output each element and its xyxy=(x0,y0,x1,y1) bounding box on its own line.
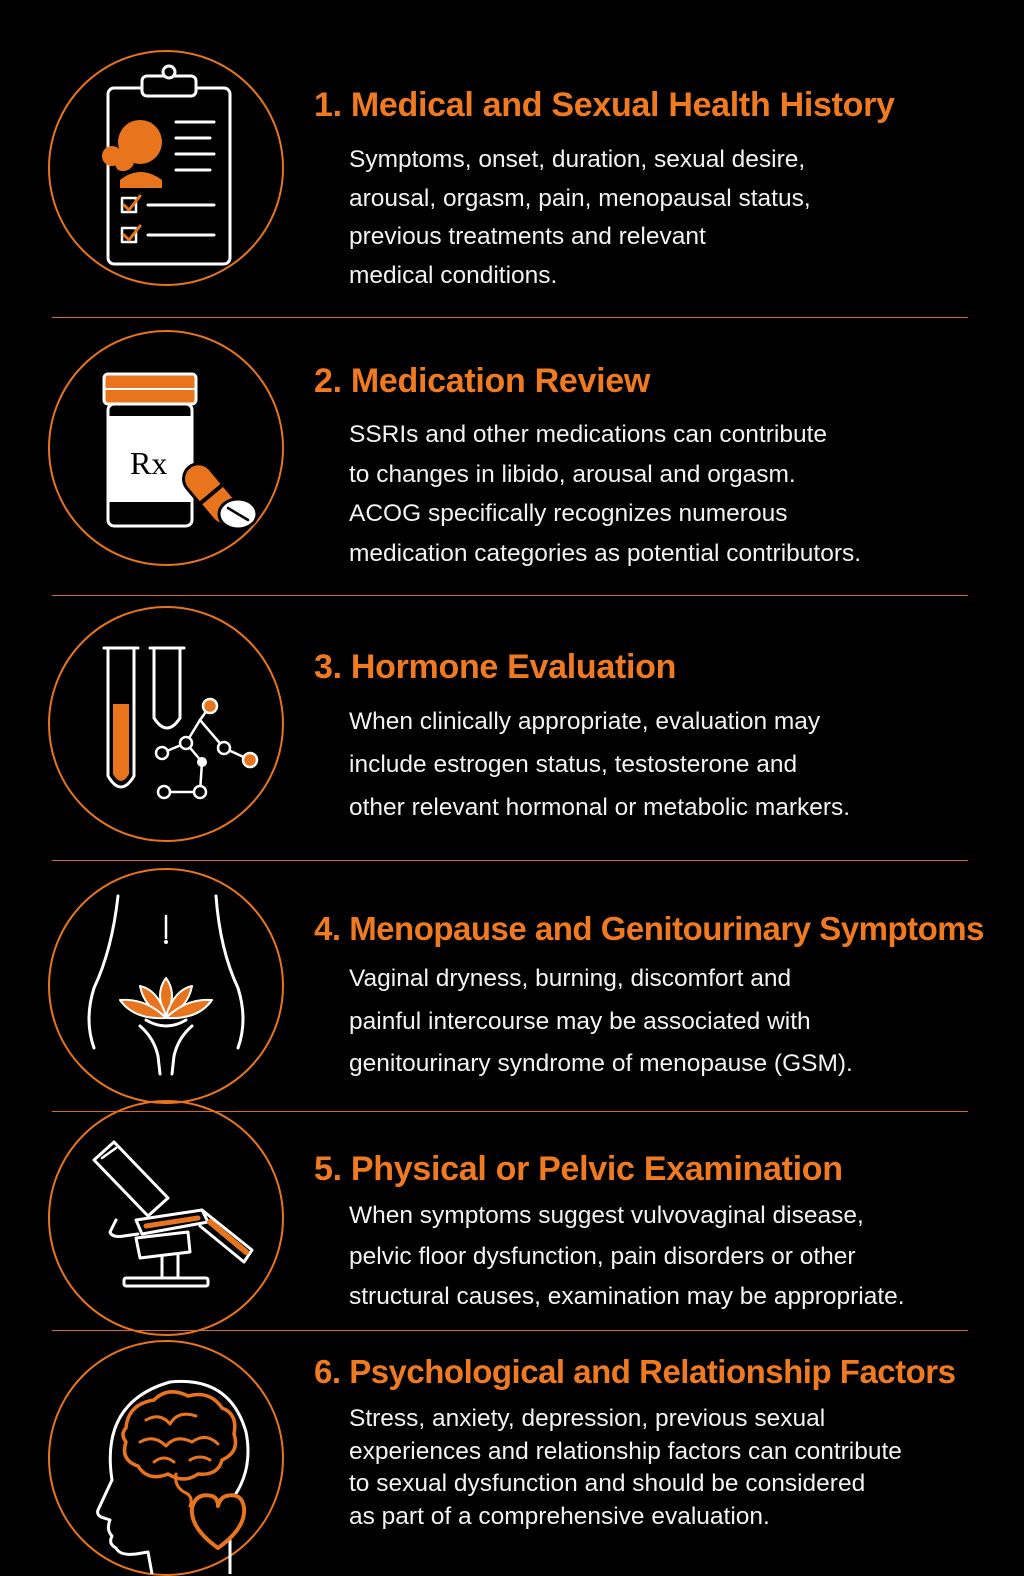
description-line: SSRIs and other medications can contribute xyxy=(349,421,828,448)
description-line: medical conditions. xyxy=(349,261,558,289)
description-line: Symptoms, onset, duration, sexual desire, xyxy=(349,146,806,173)
section-divider xyxy=(52,1330,968,1331)
section-title: 3. Hormone Evaluation xyxy=(314,648,677,686)
exam-chair-icon xyxy=(48,1100,284,1336)
head-brain-heart-icon xyxy=(48,1340,284,1576)
description-line: pelvic floor dysfunction, pain disorders or other xyxy=(349,1242,856,1270)
section-description xyxy=(349,700,989,829)
description-line: include estrogen status, testosterone and xyxy=(349,751,798,778)
description-line: When symptoms suggest vulvovaginal disease, xyxy=(349,1202,864,1229)
description-line: structural causes, examination may be appropriate. xyxy=(349,1283,905,1310)
description-line: experiences and relationship factors can contribute xyxy=(349,1437,902,1465)
description-line: as part of a comprehensive evaluation. xyxy=(349,1502,770,1530)
pelvis-lotus-icon xyxy=(48,868,284,1104)
section-title: 4. Menopause and Genitourinary Symptoms xyxy=(314,910,984,947)
description-line: medication categories as potential contributors. xyxy=(349,539,862,567)
description-line: Stress, anxiety, depression, previous sexual xyxy=(349,1405,826,1432)
test-tubes-molecule-icon xyxy=(48,606,284,842)
section-description xyxy=(349,141,989,295)
section-title: 1. Medical and Sexual Health History xyxy=(314,86,895,124)
section-title: 6. Psychological and Relationship Factors xyxy=(314,1353,956,1390)
description-line: other relevant hormonal or metabolic markers. xyxy=(349,794,851,821)
description-line: arousal, orgasm, pain, menopausal status, xyxy=(349,184,811,212)
section-description xyxy=(349,1403,989,1533)
description-line: ACOG specifically recognizes numerous xyxy=(349,500,788,527)
section-description xyxy=(349,415,989,573)
section-divider xyxy=(52,317,968,318)
section-title: 2. Medication Review xyxy=(314,362,650,400)
rx-label: Rx xyxy=(130,445,168,481)
clipboard-woman-checklist-icon xyxy=(48,50,284,286)
description-line: painful intercourse may be associated with xyxy=(349,1007,811,1035)
description-line: to changes in libido, arousal and orgasm. xyxy=(349,460,796,488)
prescription-bottle-pills-icon xyxy=(48,330,284,566)
description-line: previous treatments and relevant xyxy=(349,223,706,250)
description-line: genitourinary syndrome of menopause (GSM). xyxy=(349,1050,853,1077)
section-divider xyxy=(52,595,968,596)
section-description xyxy=(349,1196,989,1318)
section-title: 5. Physical or Pelvic Examination xyxy=(314,1150,843,1188)
description-line: to sexual dysfunction and should be considered xyxy=(349,1470,866,1497)
description-line: When clinically appropriate, evaluation may xyxy=(349,708,821,735)
section-divider xyxy=(52,860,968,861)
section-description xyxy=(349,958,989,1086)
description-line: Vaginal dryness, burning, discomfort and xyxy=(349,965,792,992)
